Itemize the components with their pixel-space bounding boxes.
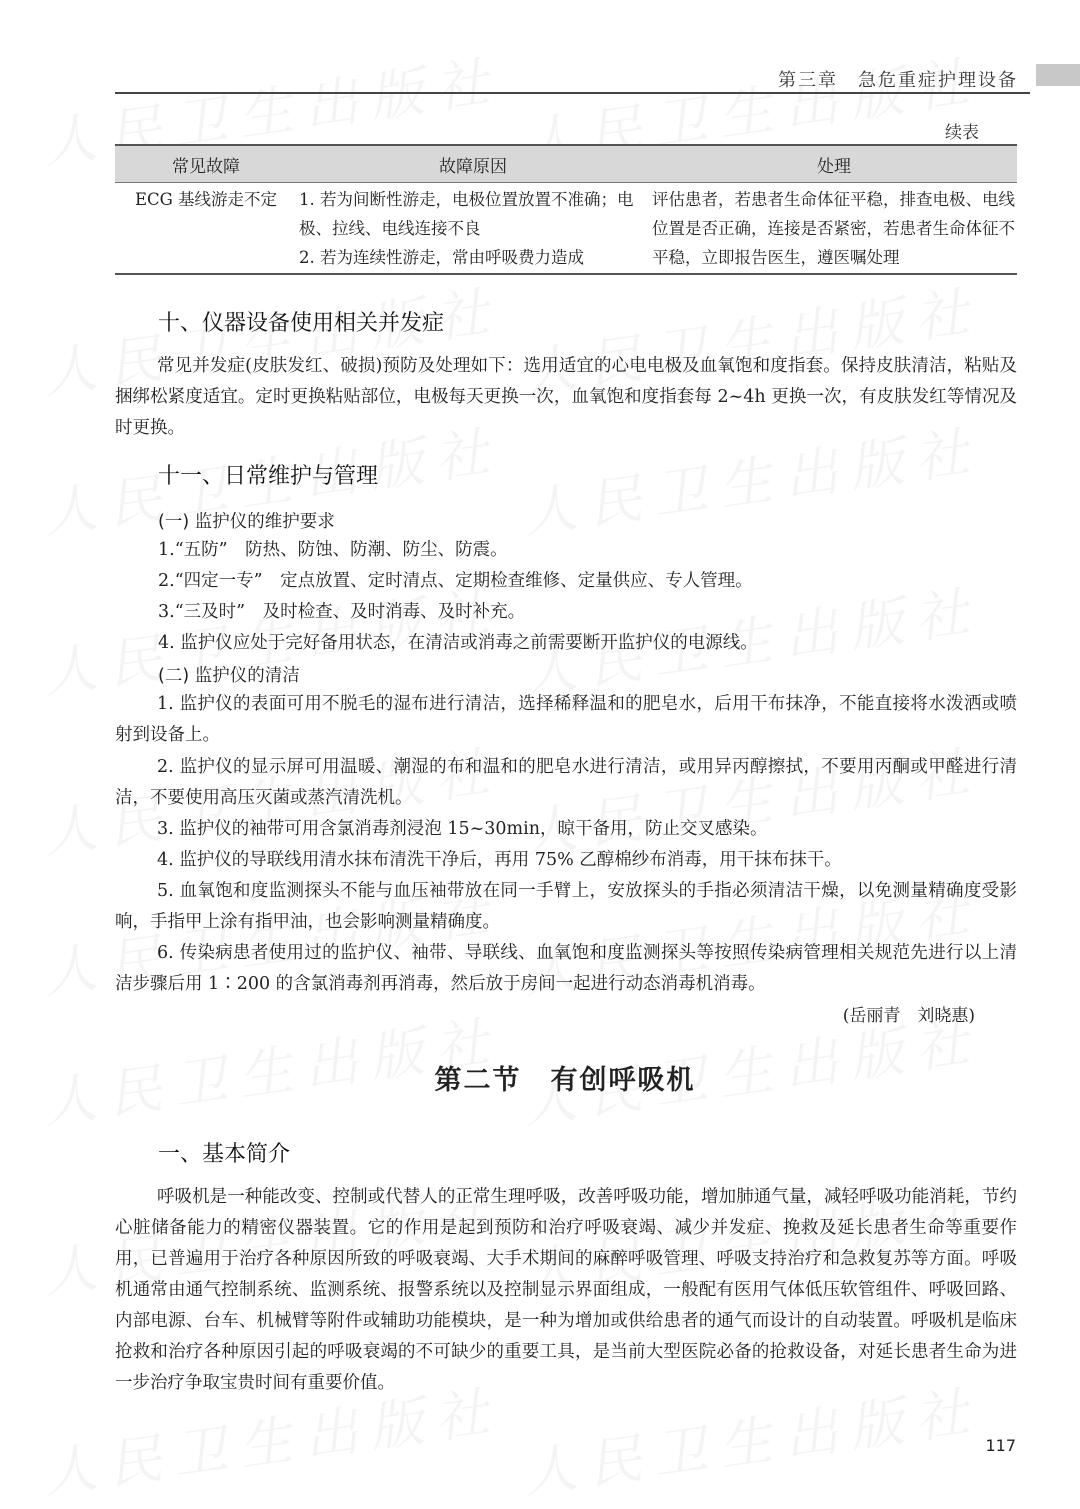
section-heading: 十、仪器设备使用相关并发症 <box>158 311 445 336</box>
list-item: 4. 监护仪的导联线用清水抹布清洗干净后，再用 75% 乙醇棉纱布消毒，用干抹布抹干。 <box>157 850 842 870</box>
subsection-heading: (二) 监护仪的清洁 <box>158 666 300 686</box>
list-item: 5. 血氧饱和度监测探头不能与血压袖带放在同一手臂上，安放探头的手指必须清洁干燥，以免测量精确度受影响，手指甲上涂有指甲油，也会影响测量精确度。 <box>115 881 1017 932</box>
cell-handling: 评估患者，若患者生命体征平稳，排查电极、电线位置是否正确，连接是否紧密，若患者生命体征不平稳，立即报告医生，遵医嘱处理 <box>648 183 1017 275</box>
cell-fault: ECG 基线游走不定 <box>115 183 297 275</box>
running-header: 第三章 急危重症护理设备 <box>778 70 1018 91</box>
section-title: 第二节 有创呼吸机 <box>434 1065 696 1096</box>
list-item: 1. 监护仪的表面可用不脱毛的湿布进行清洁，选择稀释温和的肥皂水，后用干布抹净，不能直接将水泼洒或喷射到设备上。 <box>115 694 1017 745</box>
column-header-fault: 常见故障 <box>115 145 297 183</box>
list-item: 6. 传染病患者使用过的监护仪、袖带、导联线、血氧饱和度监测探头等按照传染病管理相关规范先进行以上清洁步骤后用 1∶200 的含氯消毒剂再消毒，然后放于房间一起进行动态消毒机消毒。 <box>115 943 1017 994</box>
cause-item: 1. 若为间断性游走，电极位置放置不准确；电极、拉线、电线连接不良 <box>299 190 634 238</box>
list-item: 3. 监护仪的袖带可用含氯消毒剂浸泡 15~30min，晾干备用，防止交叉感染。 <box>157 819 768 839</box>
list-item: 2. 监护仪的显示屏可用温暖、潮湿的布和温和的肥皂水进行清洁，或用异丙醇擦拭，不要用丙酮或甲醛进行清洁，不要使用高压灭菌或蒸汽清洗机。 <box>115 757 1017 808</box>
list-item: 1.“五防” 防热、防蚀、防潮、防尘、防震。 <box>158 540 508 560</box>
page-tab-marker <box>1036 64 1080 86</box>
list-item: 4. 监护仪应处于完好备用状态，在清洁或消毒之前需要断开监护仪的电源线。 <box>158 633 758 653</box>
table-row <box>115 183 1017 275</box>
subsection-heading: (一) 监护仪的维护要求 <box>158 512 335 532</box>
table-header-row <box>115 145 1017 183</box>
fault-table <box>115 144 1017 275</box>
list-item: 2.“四定一专” 定点放置、定时清点、定期检查维修、定量供应、专人管理。 <box>158 571 753 591</box>
section-heading: 一、基本简介 <box>158 1142 291 1167</box>
cell-cause <box>297 183 648 275</box>
page-number: 117 <box>985 1436 1016 1455</box>
section-heading: 十一、日常维护与管理 <box>158 464 379 489</box>
table-continued-label: 续表 <box>945 123 979 143</box>
column-header-handling: 处理 <box>648 145 1017 183</box>
paragraph: 常见并发症(皮肤发红、破损)预防及处理如下：选用适宜的心电电极及血氧饱和度指套。保持皮肤清洁，粘贴及捆绑松紧度适宜。定时更换粘贴部位，电极每天更换一次，血氧饱和度指套每 2~4h 更换一次，有皮肤发红等情况及时更换。 <box>115 356 1017 438</box>
list-item: 3.“三及时” 及时检查、及时消毒、及时补充。 <box>158 602 526 622</box>
cause-item: 2. 若为连续性游走，常由呼吸费力造成 <box>299 248 584 267</box>
paragraph: 呼吸机是一种能改变、控制或代替人的正常生理呼吸，改善呼吸功能，增加肺通气量，减轻呼吸功能消耗，节约心脏储备能力的精密仪器装置。它的作用是起到预防和治疗呼吸衰竭、减少并发症、挽救及延长患者生命等重要作用，已普遍用于治疗各种原因所致的呼吸衰竭、大手术期间的麻醉呼吸管理、呼吸支持治疗和急救复苏等方面。呼吸机通常由通气控制系统、监测系统、报警系统以及控制显示界面组成，一般配有医用气体低压软管组件、呼吸回路、内部电源、台车、机械臂等附件或辅助功能模块，是一种为增加或供给患者的通气而设计的自动装置。呼吸机是临床抢救和治疗各种原因引起的呼吸衰竭的不可缺少的重要工具，是当前大型医院必备的抢救设备，对延长患者生命为进一步治疗争取宝贵时间有重要价值。 <box>115 1187 1017 1393</box>
header-rule <box>115 92 1030 94</box>
author-credit: (岳丽青 刘晓惠) <box>842 1006 975 1026</box>
column-header-cause: 故障原因 <box>297 145 648 183</box>
